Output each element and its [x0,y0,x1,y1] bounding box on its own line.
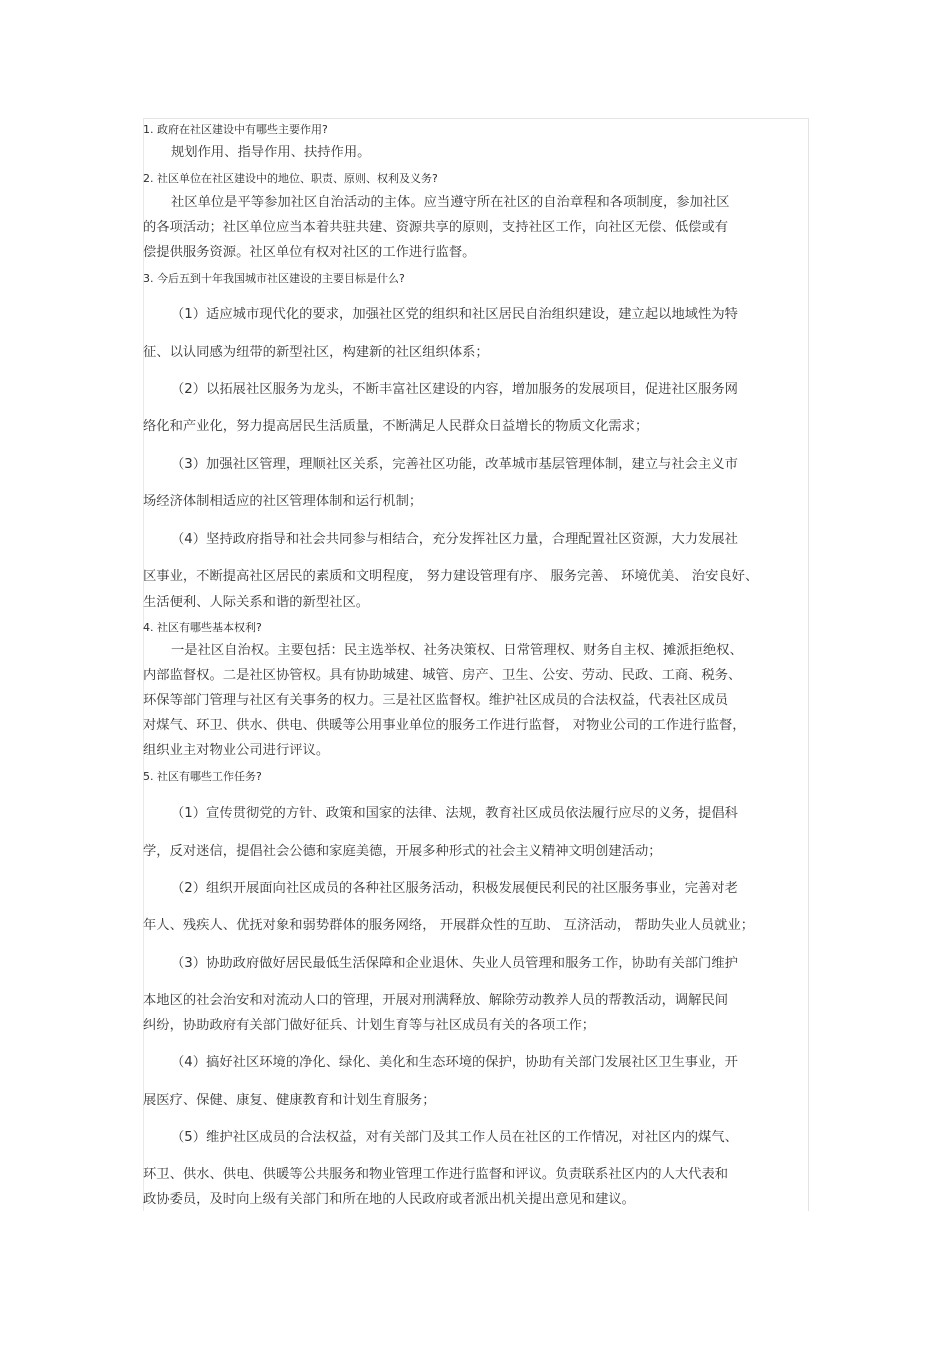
answer-2-line-2: 的各项活动；社区单位应当本着共驻共建、资源共享的原则，支持社区工作，向社区无偿、低偿或有 [143,220,729,235]
answer-4-line-1: 一是社区自治权。主要包括：民主选举权、社务决策权、日常管理权、财务自主权、摊派拒绝权、 [171,643,743,658]
answer-3-line-9: 生活便利、人际关系和谐的新型社区。 [143,595,370,610]
question-3-title: 3. 今后五到十年我国城市社区建设的主要目标是什么? [143,272,405,285]
answer-5-line-1: （1）宣传贯彻党的方针、政策和国家的法律、法规，教育社区成员依法履行应尽的义务，提倡科 [171,806,738,821]
answer-5-line-10: （5）维护社区成员的合法权益，对有关部门及其工作人员在社区的工作情况，对社区内的煤气、 [171,1130,738,1145]
answer-5-line-5: （3）协助政府做好居民最低生活保障和企业退休、失业人员管理和服务工作，协助有关部门维护 [171,956,738,971]
answer-3-line-2: 征、以认同感为纽带的新型社区，构建新的社区组织体系； [143,345,489,360]
answer-3-line-4: 络化和产业化，努力提高居民生活质量，不断满足人民群众日益增长的物质文化需求； [143,419,649,434]
answer-4-line-3: 环保等部门管理与社区有关事务的权力。三是社区监督权。维护社区成员的合法权益，代表社区成员 [143,693,729,708]
question-2-title: 2. 社区单位在社区建设中的地位、职责、原则、权利及义务? [143,172,438,185]
answer-5-line-12: 政协委员，及时向上级有关部门和所在地的人民政府或者派出机关提出意见和建议。 [143,1192,635,1207]
answer-5-line-8: （4）搞好社区环境的净化、绿化、美化和生态环境的保护，协助有关部门发展社区卫生事业，开 [171,1055,738,1070]
answer-3-line-3: （2）以拓展社区服务为龙头，不断丰富社区建设的内容，增加服务的发展项目，促进社区服务网 [171,382,738,397]
answer-2-line-3: 偿提供服务资源。社区单位有权对社区的工作进行监督。 [143,245,476,260]
answer-3-line-6: 场经济体制相适应的社区管理体制和运行机制； [143,494,423,509]
answer-5-line-3: （2）组织开展面向社区成员的各种社区服务活动，积极发展便民利民的社区服务事业，完善对老 [171,881,738,896]
answer-5-line-7: 纠纷，协助政府有关部门做好征兵、计划生育等与社区成员有关的各项工作； [143,1018,596,1033]
answer-4-line-2: 内部监督权。二是社区协管权。具有协助城建、城管、房产、卫生、公安、劳动、民政、工商、税务、 [143,668,742,683]
question-1-title: 1. 政府在社区建设中有哪些主要作用? [143,123,328,136]
answer-5-line-6: 本地区的社会治安和对流动人口的管理，开展对刑满释放、解除劳动教养人员的帮教活动，调解民间 [143,993,729,1008]
answer-4-line-5: 组织业主对物业公司进行评议。 [143,743,330,758]
question-5-title: 5. 社区有哪些工作任务? [143,770,262,783]
answer-2-line-1: 社区单位是平等参加社区自治活动的主体。应当遵守所在社区的自治章程和各项制度，参加社区 [171,195,730,210]
answer-5-line-4: 年人、残疾人、优抚对象和弱势群体的服务网络， 开展群众性的互助、 互济活动， 帮助失业人员就业； [143,918,755,933]
answer-1-line-1: 规划作用、指导作用、扶持作用。 [171,145,371,160]
answer-5-line-2: 学，反对迷信，提倡社会公德和家庭美德，开展多种形式的社会主义精神文明创建活动； [143,844,662,859]
question-4-title: 4. 社区有哪些基本权利? [143,621,262,634]
answer-5-line-9: 展医疗、保健、康复、健康教育和计划生育服务； [143,1093,436,1108]
answer-3-line-7: （4）坚持政府指导和社会共同参与相结合，充分发挥社区力量，合理配置社区资源，大力发展社 [171,532,738,547]
answer-3-line-8: 区事业，不断提高社区居民的素质和文明程度， 努力建设管理有序、 服务完善、 环境优美、 治安良好、 [143,569,759,584]
answer-3-line-5: （3）加强社区管理，理顺社区关系，完善社区功能，改革城市基层管理体制，建立与社会主义市 [171,457,738,472]
answer-4-line-4: 对煤气、环卫、供水、供电、供暖等公用事业单位的服务工作进行监督， 对物业公司的工作进行监督， [143,718,746,733]
answer-5-line-11: 环卫、供水、供电、供暖等公共服务和物业管理工作进行监督和评议。负责联系社区内的人大代表和 [143,1167,729,1182]
answer-3-line-1: （1）适应城市现代化的要求，加强社区党的组织和社区居民自治组织建设，建立起以地域性为特 [171,307,738,322]
